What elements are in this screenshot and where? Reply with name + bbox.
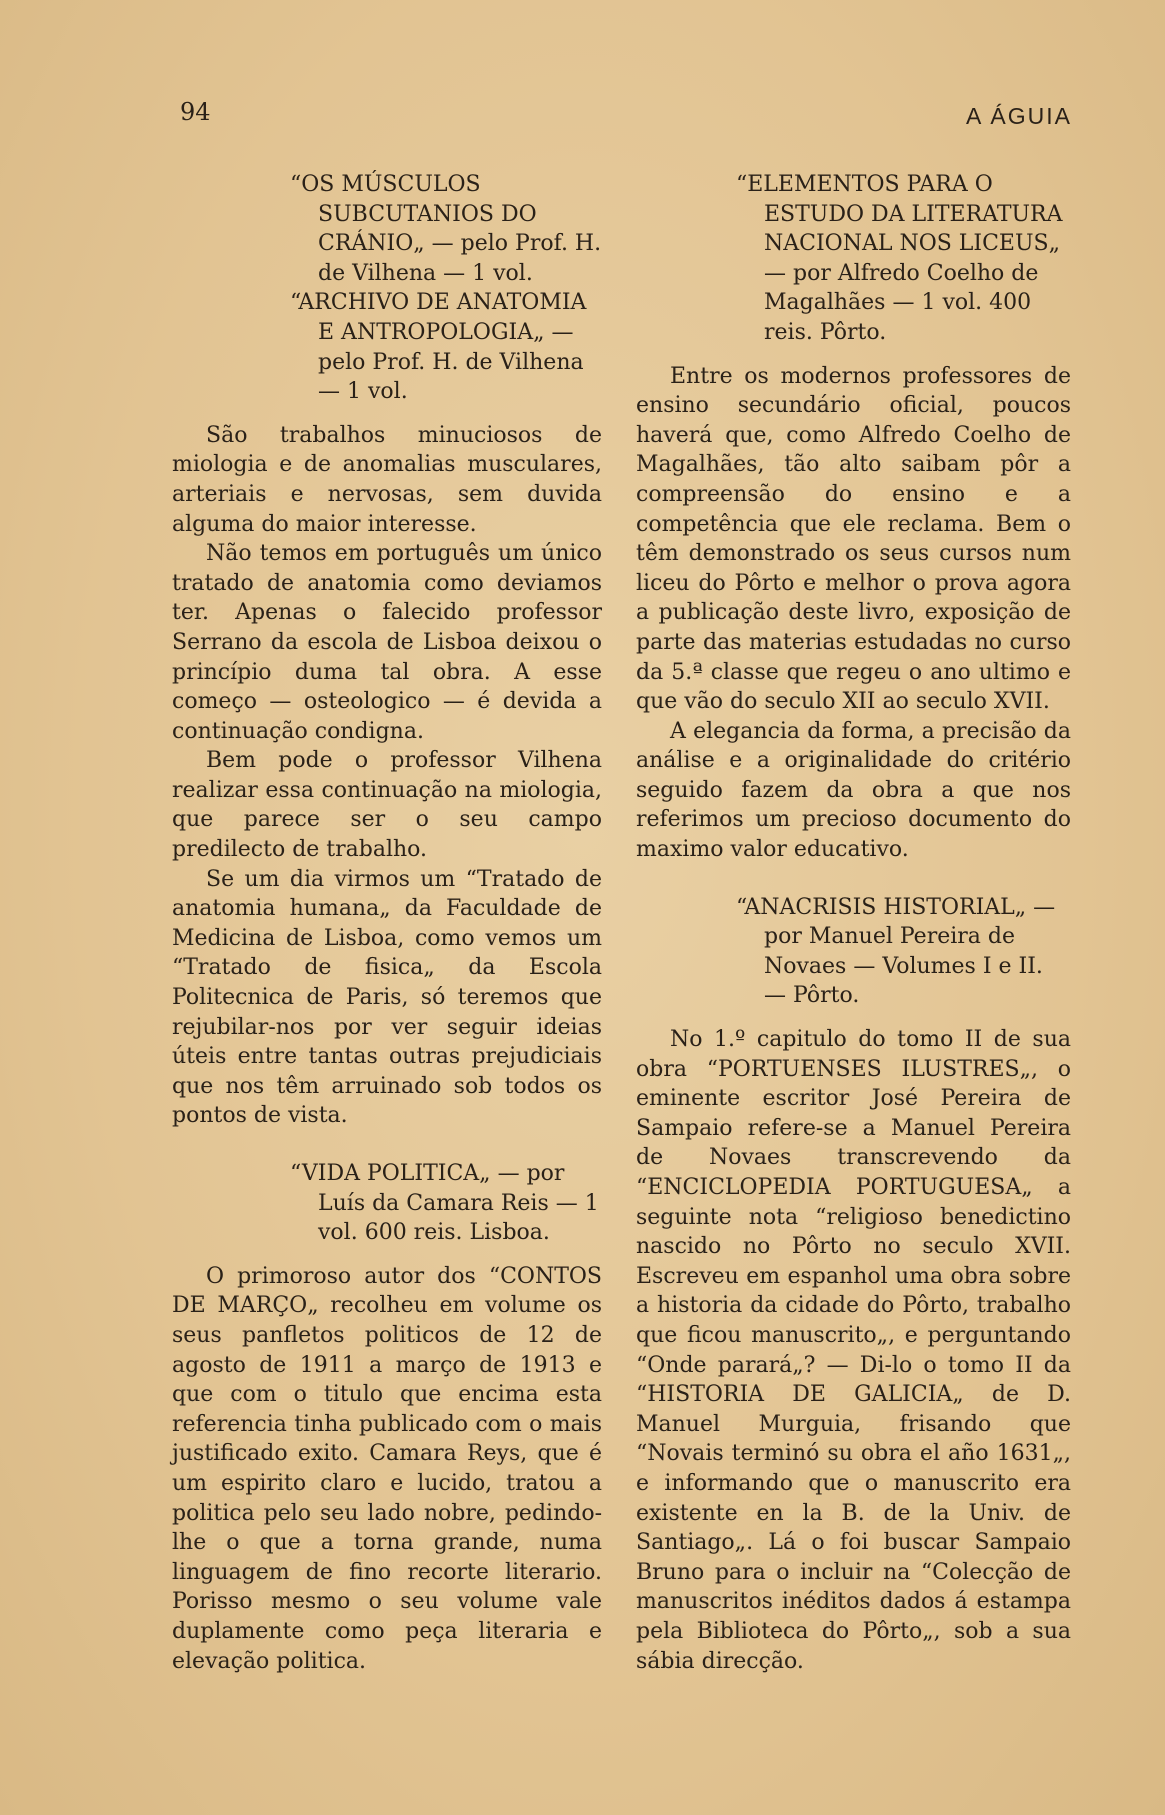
paragraph: Entre os modernos professores de ensino secundário oficial, poucos haverá que, como Alfredo Coelho de Magalhães, tão alto saibam pôr a compreensão do ensino e a competência que ele reclama. Bem o têm demonstrado os seus cursos num liceu do Pôrto e melhor o prova agora a publicação deste livro, exposição de parte das materias estudadas no curso da 5.ª classe que regeu o ano ultimo e que vão do seculo XII ao seculo XVII. (636, 363, 1071, 715)
journal-title: A ÁGUIA (965, 103, 1072, 129)
book-reference: “ANACRISIS HISTORIAL„ — por Manuel Pereira de Novaes — Volumes I e II. — Pôrto. (736, 894, 1056, 1009)
book-reference: “ARCHIVO DE ANATOMIA E ANTROPOLOGIA„ — pelo Prof. H. de Vilhena — 1 vol. (290, 290, 587, 405)
book-reference: “OS MÚSCULOS SUBCUTANIOS DO CRÁNIO„ — pelo Prof. H. de Vilhena — 1 vol. (290, 172, 602, 286)
right-column (636, 170, 1071, 1676)
page-number: 94 (180, 98, 211, 126)
book-reference: “VIDA POLITICA„ — por Luís da Camara Reis — 1 vol. 600 reis. Lisboa. (290, 1161, 599, 1246)
paragraph: Não temos em português um único tratado de anatomia como deviamos ter. Apenas o falecido professor Serrano da escola de Lisboa deixou o princípio duma tal obra. A esse começo — osteologico — é devida a continuação condigna. (172, 541, 602, 744)
paragraph: No 1.º capitulo do tomo II de sua obra “PORTUENSES ILUSTRES„, o eminente escritor José Pereira de Sampaio refere-se a Manuel Pereira de Novaes transcrevendo da “ENCICLOPEDIA PORTUGUESA„ a seguinte nota “religioso benedictino nascido no Pôrto no seculo XVII. Escreveu em espanhol uma obra sobre a historia da cidade do Pôrto, trabalho que ficou manuscrito„, e perguntando “Onde parará„? — Di-lo o tomo II da “HISTORIA DE GALICIA„ de D. Manuel Murguia, frisando que “Novais terminó su obra el año 1631„, e informando que o manuscrito era existente en la B. de la Univ. de Santiago„. Lá o foi buscar Sampaio Bruno para o incluir na “Colecção de manuscritos inéditos dados á estampa pela Biblioteca do Pôrto„, sob a sua sábia direcção. (636, 1027, 1071, 1674)
paragraph: Se um dia virmos um “Tratado de anatomia humana„ da Faculdade de Medicina de Lisboa, como vemos um “Tratado de fisica„ da Escola Politecnica de Paris, só teremos que rejubilar-nos por ver seguir ideias úteis entre tantas outras prejudiciais que nos têm arruinado sob todos os pontos de vista. (172, 866, 602, 1129)
paragraph: Bem pode o professor Vilhena realizar essa continuação na miologia, que parece ser o seu campo predilecto de trabalho. (172, 748, 602, 863)
book-reference: “ELEMENTOS PARA O ESTUDO DA LITERATURA NACIONAL NOS LICEUS„ — por Alfredo Coelho de Magalhães — 1 vol. 400 reis. Pôrto. (736, 172, 1063, 345)
paragraph: O primoroso autor dos “CONTOS DE MARÇO„ recolheu em volume os seus panfletos politicos de 12 de agosto de 1911 a março de 1913 e que com o titulo que encima esta referencia tinha publicado com o mais justificado exito. Camara Reys, que é um espirito claro e lucido, tratou a politica pelo seu lado nobre, pedindo-lhe o que a torna grande, numa linguagem de fino recorte literario. Porisso mesmo o seu volume vale duplamente como peça literaria e elevação politica. (172, 1263, 602, 1674)
paragraph: A elegancia da forma, a precisão da análise e a originalidade do critério seguido fazem da obra a que nos referimos um precioso documento do maximo valor educativo. (636, 718, 1071, 863)
left-column (172, 170, 602, 1676)
paragraph: São trabalhos minuciosos de miologia e de anomalias musculares, arteriais e nervosas, sem duvida alguma do maior interesse. (172, 422, 602, 537)
